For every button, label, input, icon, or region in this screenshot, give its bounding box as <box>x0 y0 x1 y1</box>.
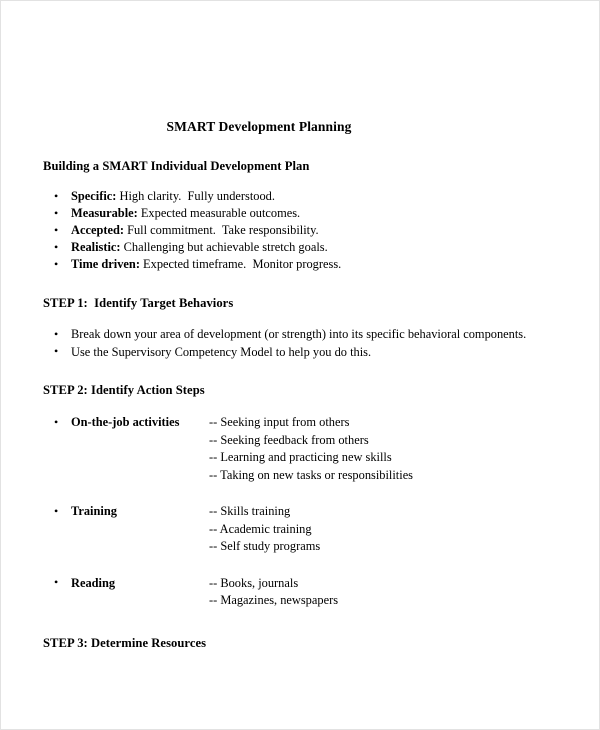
action-group-reading <box>43 575 573 610</box>
step-1-heading: STEP 1: Identify Target Behaviors <box>43 296 234 310</box>
step-2-heading: STEP 2: Identify Action Steps <box>43 383 205 397</box>
list-item <box>43 188 573 205</box>
list-item: -- Self study programs <box>209 539 321 553</box>
list-item: -- Taking on new tasks or responsibilities <box>209 467 414 482</box>
list-item <box>43 256 573 273</box>
smart-criteria-list <box>43 188 573 273</box>
smart-term: Specific: <box>71 189 117 203</box>
intro-heading: Building a SMART Individual Development Plan <box>43 159 310 173</box>
list-item <box>43 222 573 239</box>
step-2-action-groups <box>43 414 573 610</box>
list-item: -- Skills training <box>209 504 291 518</box>
smart-term: Measurable: <box>71 206 138 220</box>
list-item <box>43 205 573 222</box>
step-1-bullet-list <box>43 326 573 361</box>
step-3-heading: STEP 3: Determine Resources <box>43 635 207 650</box>
list-item <box>43 239 573 256</box>
page-title: SMART Development Planning <box>166 119 352 134</box>
list-item: • Break down your area of development (or strength) into its specific behavioral components. <box>43 326 573 344</box>
action-item-list <box>209 503 573 556</box>
smart-description: High clarity. Fully understood. <box>116 189 275 203</box>
smart-term: Accepted: <box>71 223 124 237</box>
list-item: • Use the Supervisory Competency Model to help you do this. <box>43 344 573 362</box>
action-item-list <box>209 414 573 484</box>
list-item: -- Academic training <box>209 521 312 536</box>
action-item-list <box>209 575 573 610</box>
action-group-label: • Training <box>43 503 209 521</box>
action-group-training <box>43 503 573 556</box>
smart-description: Challenging but achievable stretch goals. <box>120 240 328 254</box>
list-item: -- Seeking input from others <box>209 415 350 429</box>
smart-term: Time driven: <box>71 257 140 271</box>
smart-description: Expected timeframe. Monitor progress. <box>139 257 342 271</box>
list-item: -- Learning and practicing new skills <box>209 450 392 464</box>
list-item: -- Seeking feedback from others <box>209 432 369 447</box>
smart-term: Realistic: <box>71 240 121 254</box>
action-group-label: • On-the-job activities <box>43 414 209 432</box>
smart-description: Expected measurable outcomes. <box>137 206 301 220</box>
list-item: -- Books, journals <box>209 575 299 590</box>
document-content <box>43 119 573 651</box>
action-group-label: • Reading <box>43 575 209 593</box>
action-group-on-the-job-activities <box>43 414 573 484</box>
smart-description: Full commitment. Take responsibility. <box>123 223 319 237</box>
list-item: -- Magazines, newspapers <box>209 593 339 607</box>
